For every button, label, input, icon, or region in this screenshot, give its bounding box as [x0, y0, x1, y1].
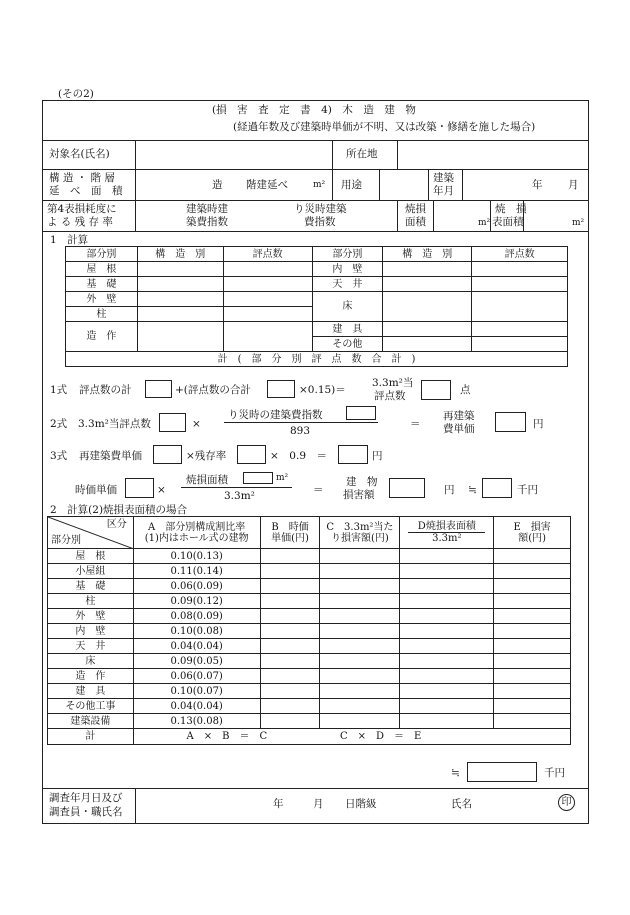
input-cell[interactable]	[400, 654, 494, 669]
formula4-num-unit: m²	[276, 473, 289, 483]
input-cell[interactable]	[223, 292, 312, 307]
header-a-2: (1)内はホール式の建物	[144, 532, 249, 544]
input-cell[interactable]	[472, 337, 568, 352]
survey-date-label: 調査年月日及び	[49, 792, 123, 804]
formula4-denominator: 3.3m²	[224, 490, 255, 502]
formula4-result-label: 建 物	[346, 476, 378, 488]
residual-rate-label: よ る 残 存 率	[47, 216, 113, 228]
row-ratio: 0.04(0.04)	[133, 699, 260, 714]
row-part: 小屋組	[48, 564, 134, 579]
score-total-input[interactable]	[267, 380, 295, 398]
header-c: C 3.3m²当た	[326, 521, 394, 533]
col-structure-2: 構 造 別	[383, 247, 472, 262]
structure-suffix: 造	[212, 179, 223, 191]
formula4-numerator: 焼損面積	[186, 474, 228, 486]
row-part: 天 井	[48, 639, 134, 654]
input-cell[interactable]	[320, 624, 400, 639]
input-cell[interactable]	[320, 639, 400, 654]
part-inner-wall: 内 壁	[312, 262, 383, 277]
score-total-row: 計 ( 部 分 別 評 点 数 合 計 )	[66, 352, 568, 367]
calc1-heading: 1 計算	[50, 234, 89, 246]
input-cell[interactable]	[472, 292, 568, 322]
table-row	[48, 564, 571, 579]
input-cell[interactable]	[320, 669, 400, 684]
input-cell[interactable]	[400, 639, 494, 654]
input-cell[interactable]	[260, 714, 320, 729]
row-ratio: 0.11(0.14)	[133, 564, 260, 579]
footer-year: 年	[273, 798, 284, 810]
input-cell[interactable]	[383, 322, 472, 337]
burned-surface-unit: m²	[572, 218, 585, 228]
input-cell[interactable]	[494, 699, 571, 714]
row-part: 柱	[48, 594, 134, 609]
input-cell[interactable]	[494, 609, 571, 624]
formula1-label: 1式	[50, 384, 68, 396]
input-cell[interactable]	[383, 262, 472, 277]
input-cell[interactable]	[494, 564, 571, 579]
input-cell[interactable]	[223, 277, 312, 292]
input-cell[interactable]	[260, 564, 320, 579]
input-cell[interactable]	[400, 609, 494, 624]
table-row	[48, 639, 571, 654]
formula1-text-b: +(評点数の合計	[175, 384, 251, 396]
header-b: B 時価	[271, 521, 309, 533]
burned-area-label: 焼損	[405, 203, 426, 215]
formula3-label: 3式	[50, 450, 68, 462]
input-cell[interactable]	[223, 322, 312, 352]
input-cell[interactable]	[400, 624, 494, 639]
input-cell[interactable]	[494, 594, 571, 609]
part-outer-wall: 外 壁	[66, 292, 138, 307]
input-cell[interactable]	[260, 639, 320, 654]
col-structure: 構 造 別	[137, 247, 223, 262]
total-area-label: 延 べ 面 積	[49, 185, 123, 197]
rebuild-price-input[interactable]	[153, 445, 182, 464]
input-cell[interactable]	[260, 669, 320, 684]
disaster-index-label: り災時建築	[294, 203, 347, 215]
row-ratio: 0.06(0.07)	[133, 669, 260, 684]
seal-icon: 印	[558, 794, 575, 811]
formula4-unit-yen: 円	[444, 484, 455, 496]
row-ratio: 0.13(0.08)	[133, 714, 260, 729]
input-cell[interactable]	[260, 699, 320, 714]
target-name-label: 対象名(氏名)	[49, 148, 110, 160]
col-score-2: 評点数	[472, 247, 568, 262]
part-floor: 床	[312, 292, 383, 322]
formula4-text-a: 時価単価	[75, 484, 117, 496]
rebuild-unit-price-input[interactable]	[495, 412, 526, 432]
location-label: 所在地	[346, 148, 378, 160]
input-cell[interactable]	[137, 277, 223, 292]
row-part: 屋 根	[48, 549, 134, 564]
row-ratio: 0.10(0.07)	[133, 684, 260, 699]
page-label: (その2)	[58, 88, 94, 100]
burned-surface-label-2: 表面積	[492, 216, 524, 228]
input-cell[interactable]	[223, 307, 312, 322]
surveyor-label: 調査員・職氏名	[49, 806, 123, 818]
formula1-result-label: 3.3m²当	[372, 377, 414, 389]
structure-floor-label: 構 造 ・ 階 層	[49, 172, 115, 184]
disaster-index-input[interactable]	[346, 406, 376, 420]
input-cell[interactable]	[400, 579, 494, 594]
part-other: その他	[312, 337, 383, 352]
unit-score-input-2[interactable]	[159, 413, 186, 432]
input-cell[interactable]	[137, 292, 223, 307]
footer-month: 月	[313, 798, 324, 810]
input-cell[interactable]	[494, 714, 571, 729]
formula4-result-label-2: 損害額	[343, 489, 375, 501]
formula2-times: ×	[192, 418, 201, 430]
input-cell[interactable]	[260, 549, 320, 564]
input-cell[interactable]	[223, 262, 312, 277]
formula3-text-a: 再建築費単価	[79, 450, 142, 462]
input-cell[interactable]	[472, 262, 568, 277]
area-unit: m²	[313, 180, 326, 190]
market-unit-price-input[interactable]	[338, 445, 368, 464]
table-row	[48, 654, 571, 669]
total-damage-input[interactable]	[467, 762, 537, 782]
row-part: 外 壁	[48, 609, 134, 624]
input-cell[interactable]	[260, 609, 320, 624]
input-cell[interactable]	[320, 549, 400, 564]
part-roof: 屋 根	[66, 262, 138, 277]
input-cell[interactable]	[494, 654, 571, 669]
input-cell[interactable]	[320, 699, 400, 714]
table-row	[48, 684, 571, 699]
input-cell[interactable]	[400, 699, 494, 714]
table-row	[48, 669, 571, 684]
table-row	[48, 624, 571, 639]
input-cell[interactable]	[400, 594, 494, 609]
total-label: 計	[48, 729, 134, 745]
part-fixtures: 造 作	[66, 322, 138, 352]
unit-score-input[interactable]	[421, 380, 451, 400]
table-row	[48, 579, 571, 594]
total-approx: ≒	[451, 767, 460, 779]
formula2-unit: 円	[533, 418, 544, 430]
formula1-text-a: 評点数の計	[79, 384, 132, 396]
damage-thousand-input[interactable]	[482, 478, 512, 498]
formula3-text-b: ×残存率	[186, 450, 227, 462]
input-cell[interactable]	[320, 714, 400, 729]
construction-index-label: 建築時建	[186, 203, 228, 215]
row-ratio: 0.08(0.09)	[133, 609, 260, 624]
row-part: 造 作	[48, 669, 134, 684]
input-cell[interactable]	[260, 624, 320, 639]
input-cell[interactable]	[494, 579, 571, 594]
header-a: A 部分別構成割比率	[148, 521, 246, 533]
formula4-equals: ＝	[313, 484, 324, 496]
total-unit: 千円	[544, 767, 565, 779]
input-cell[interactable]	[137, 307, 223, 322]
row-ratio: 0.09(0.05)	[133, 654, 260, 669]
input-cell[interactable]	[494, 669, 571, 684]
row-part: 床	[48, 654, 134, 669]
usage-label: 用途	[341, 179, 362, 191]
row-ratio: 0.10(0.08)	[133, 624, 260, 639]
input-cell[interactable]	[383, 292, 472, 322]
input-cell[interactable]	[400, 669, 494, 684]
construction-index-label-2: 築費指数	[186, 216, 228, 228]
input-cell[interactable]	[320, 684, 400, 699]
burned-area-label-2: 面積	[405, 216, 426, 228]
built-date-label-2: 年月	[433, 185, 454, 197]
input-cell[interactable]	[260, 579, 320, 594]
header-e-2: 額(円)	[518, 532, 547, 544]
header-b-2: 単価(円)	[271, 532, 309, 544]
header-part: 部分別	[51, 535, 81, 546]
floors-suffix: 階建延べ	[246, 179, 288, 191]
input-cell[interactable]	[400, 564, 494, 579]
surface-table	[47, 516, 571, 745]
table-row	[48, 594, 571, 609]
row-part: 基 礎	[48, 579, 134, 594]
header-c-2: り損害額(円)	[331, 532, 389, 544]
row-ratio: 0.09(0.12)	[133, 594, 260, 609]
header-d: D焼損表面積	[408, 521, 485, 533]
row-part: その他工事	[48, 699, 134, 714]
row-part: 建築設備	[48, 714, 134, 729]
formula1-result-label-2: 評点数	[374, 390, 406, 402]
col-score: 評点数	[223, 247, 312, 262]
formula2-result-label: 再建築	[443, 410, 475, 422]
input-cell[interactable]	[320, 609, 400, 624]
total-formula-1: A × B ＝ C	[133, 729, 320, 745]
input-cell[interactable]	[494, 639, 571, 654]
target-name-field[interactable]	[136, 141, 331, 168]
footer-name: 氏名	[451, 798, 472, 810]
input-cell[interactable]	[260, 654, 320, 669]
formula4-unit-thousand: 千円	[517, 484, 538, 496]
header-d-2: 3.3m²	[432, 533, 462, 544]
score-table	[65, 246, 568, 367]
input-cell[interactable]	[472, 277, 568, 292]
part-fittings: 建 具	[312, 322, 383, 337]
part-ceiling: 天 井	[312, 277, 383, 292]
month-suffix: 月	[568, 179, 579, 191]
input-cell[interactable]	[137, 322, 223, 352]
input-cell[interactable]	[494, 549, 571, 564]
input-cell[interactable]	[383, 277, 472, 292]
burned-area-unit: m²	[478, 218, 491, 228]
input-cell[interactable]	[260, 594, 320, 609]
header-category: 区分	[106, 519, 127, 530]
input-cell[interactable]	[320, 564, 400, 579]
calc2-heading: 2 計算(2)焼損表面積の場合	[50, 504, 188, 516]
location-field[interactable]	[398, 141, 587, 168]
table-row	[48, 609, 571, 624]
col-part-2: 部分別	[312, 247, 383, 262]
score-sum-input[interactable]	[145, 380, 172, 398]
table-row	[48, 699, 571, 714]
residual-rate-input[interactable]	[237, 445, 266, 464]
row-part: 内 壁	[48, 624, 134, 639]
formula2-numerator: り災時の建築費指数	[228, 409, 323, 421]
input-cell[interactable]	[472, 322, 568, 337]
built-date-label: 建築	[433, 172, 454, 184]
formula4-approx: ≒	[468, 484, 477, 496]
input-cell[interactable]	[400, 714, 494, 729]
burned-surface-label: 焼 損	[495, 203, 527, 215]
formula3-unit: 円	[372, 450, 383, 462]
input-cell[interactable]	[137, 262, 223, 277]
formula4-times: ×	[157, 484, 166, 496]
table-row	[48, 714, 571, 729]
part-pillar: 柱	[66, 307, 138, 322]
row-part: 建 具	[48, 684, 134, 699]
table-row	[48, 549, 571, 564]
input-cell[interactable]	[320, 654, 400, 669]
disaster-index-label-2: 費指数	[304, 216, 336, 228]
form-subtitle: (経過年数及び建築時単価が不明、又は改築・修繕を施した場合)	[233, 121, 536, 133]
formula2-result-label-2: 費単価	[443, 423, 475, 435]
row-ratio: 0.04(0.04)	[133, 639, 260, 654]
footer-day-rank: 日階級	[345, 798, 377, 810]
input-cell[interactable]	[494, 624, 571, 639]
formula2-denominator: 893	[290, 425, 311, 437]
market-price-input[interactable]	[125, 478, 154, 498]
formula2-text-a: 3.3m²当評点数	[78, 418, 151, 430]
formula2-equals: ＝	[410, 418, 421, 430]
formula2-label: 2式	[50, 418, 68, 430]
formula1-text-c: ×0.15)＝	[299, 384, 346, 396]
depreciation-label: 第4表損耗度に	[47, 203, 117, 215]
input-cell[interactable]	[400, 684, 494, 699]
damage-yen-input[interactable]	[389, 478, 425, 498]
formula3-text-c: × 0.9 ＝	[270, 450, 327, 462]
row-ratio: 0.10(0.13)	[133, 549, 260, 564]
input-cell[interactable]	[260, 684, 320, 699]
formula1-unit: 点	[460, 384, 471, 396]
burned-area-input[interactable]	[243, 472, 273, 484]
input-cell[interactable]	[494, 684, 571, 699]
input-cell[interactable]	[320, 579, 400, 594]
year-suffix: 年	[532, 179, 543, 191]
diag-header-cell	[48, 517, 134, 549]
header-e: E 損害	[513, 521, 551, 533]
input-cell[interactable]	[400, 549, 494, 564]
row-ratio: 0.06(0.09)	[133, 579, 260, 594]
input-cell[interactable]	[383, 337, 472, 352]
col-part: 部分別	[66, 247, 138, 262]
part-foundation: 基 礎	[66, 277, 138, 292]
total-formula-2: C × D ＝ E	[320, 729, 571, 745]
form-title: (損 害 査 定 書 4) 木 造 建 物	[212, 104, 416, 116]
input-cell[interactable]	[320, 594, 400, 609]
